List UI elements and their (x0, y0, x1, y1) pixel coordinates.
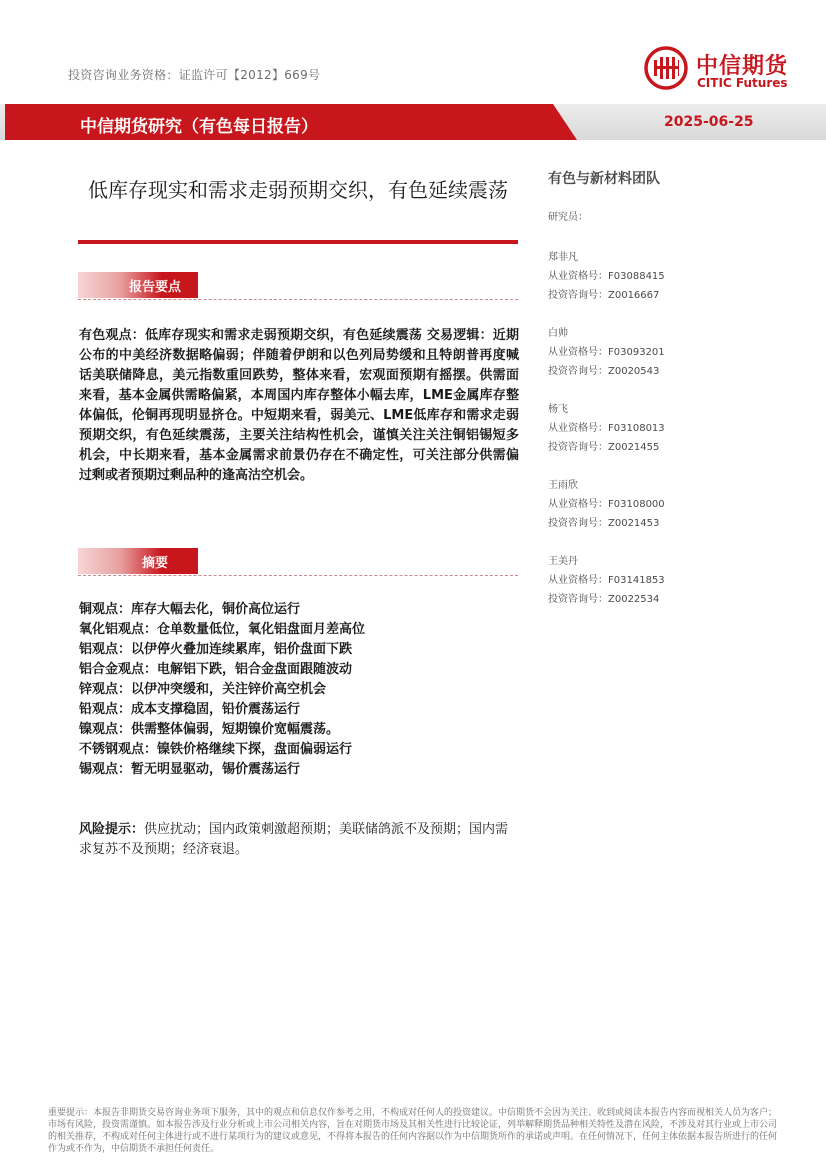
researcher-entry (548, 552, 748, 628)
key-points-text: 有色观点：低库存现实和需求走弱预期交织，有色延续震荡 交易逻辑：近期公布的中美经济数据略偏弱；伴随着伊朗和以色列局势缓和且特朗普再度喊话美联储降息，美元指数重回跌势，整体来看，宏观面预期有摇摆。供需面来看，基本金属供需略偏紧，本周国内库存整体小幅去库，LME金属库存整体偏低，伦铜再现明显挤仓。中短期来看，弱美元、LME低库存和需求走弱预期交织，有色延续震荡，主要关注结构性机会，谨慎关注关注铜铝锡短多机会，中长期来看，基本金属需求前景仍存在不确定性，可关注部分供需偏过剩或者预期过剩品种的逢高沽空机会。 (79, 328, 519, 483)
researcher-entry (548, 400, 748, 476)
summary-item: 铝合金观点：电解铝下跌，铝合金盘面跟随波动 (79, 662, 353, 677)
researcher-advisory-id: 投资咨询号：Z0021455 (548, 442, 660, 453)
researcher-advisory-id: 投资咨询号：Z0021453 (548, 518, 660, 529)
researcher-qualification: 从业资格号：F03093201 (548, 347, 665, 358)
researcher-name: 白帅 (548, 328, 568, 339)
researcher-name: 王雨欣 (548, 480, 578, 491)
logo-chinese-name: 中信期货 (696, 54, 789, 79)
banner-title: 中信期货研究（有色每日报告） (80, 117, 318, 137)
key-points-header (78, 272, 518, 302)
researcher-qualification: 从业资格号：F03141853 (548, 575, 665, 586)
summary-item: 氧化铝观点：仓单数量低位，氧化铝盘面月差高位 (79, 622, 366, 637)
researcher-advisory-id: 投资咨询号：Z0022534 (548, 594, 660, 605)
qualification-text: 投资咨询业务资格：证监许可【2012】669号 (68, 68, 321, 82)
summary-item: 铜观点：库存大幅去化，铜价高位运行 (79, 602, 301, 617)
researcher-entry (548, 324, 748, 400)
report-banner (0, 104, 826, 140)
researcher-entry (548, 248, 748, 324)
disclaimer-footer: 重要提示：本报告非期货交易咨询业务项下服务，其中的观点和信息仅作参考之用，不构成对任何人的投资建议。中信期货不会因为关注、收到或阅读本报告内容而视相关人员为客户；市场有风险，投资需谨慎。如本报告涉及行业分析或上市公司相关内容，旨在对期货市场及其相关性进行比较论证，列举解释期货品种相关特性及潜在风险，不涉及对其行业或上市公司的相关推荐，不构成对任何主体进行或不进行某项行为的建议或意见，不得将本报告的任何内容据以作为中信期货所作的承诺或声明。在任何情况下，任何主体依据本报告所进行的任何作为或不作为，中信期货不承担任何责任。 (48, 1108, 778, 1154)
researcher-entry (548, 476, 748, 552)
researcher-advisory-id: 投资咨询号：Z0016667 (548, 290, 660, 301)
section-divider (78, 299, 518, 300)
researcher-qualification: 从业资格号：F03108013 (548, 423, 665, 434)
summary-item: 铅观点：成本支撑稳固，铅价震荡运行 (79, 702, 301, 717)
logo-english-name: CITIC Futures (697, 76, 788, 90)
report-date: 2025-06-25 (664, 114, 754, 130)
summary-item: 不锈钢观点：镍铁价格继续下探，盘面偏弱运行 (79, 742, 353, 757)
summary-item: 铝观点：以伊停火叠加连续累库，铝价盘面下跌 (79, 642, 353, 657)
risk-label: 风险提示： (79, 822, 145, 837)
risk-text: 供应扰动；国内政策刺激超预期；美联储鸽派不及预期；国内需求复苏不及预期；经济衰退。 (79, 822, 509, 857)
researcher-list (548, 248, 748, 628)
citic-logo-icon (644, 46, 688, 90)
citic-futures-logo (644, 46, 806, 96)
researcher-name: 王美丹 (548, 556, 578, 567)
researcher-name: 杨飞 (548, 404, 568, 415)
report-title: 低库存现实和需求走弱预期交织，有色延续震荡 (88, 178, 508, 202)
summary-list (79, 600, 519, 780)
researcher-qualification: 从业资格号：F03108000 (548, 499, 665, 510)
researcher-name: 郑非凡 (548, 252, 578, 263)
researcher-advisory-id: 投资咨询号：Z0020543 (548, 366, 660, 377)
researcher-label: 研究员： (548, 212, 588, 223)
title-divider (78, 240, 518, 244)
summary-item: 锡观点：暂无明显驱动，锡价震荡运行 (79, 762, 301, 777)
key-points-label: 报告要点 (128, 280, 181, 295)
risk-warning (79, 820, 519, 860)
summary-item: 镍观点：供需整体偏弱，短期镍价宽幅震荡。 (79, 722, 340, 737)
researcher-qualification: 从业资格号：F03088415 (548, 271, 665, 282)
section-divider (78, 575, 518, 576)
summary-header (78, 548, 518, 578)
team-name: 有色与新材料团队 (548, 171, 660, 187)
summary-label: 摘要 (141, 556, 168, 571)
summary-item: 锌观点：以伊冲突缓和，关注锌价高空机会 (79, 682, 327, 697)
